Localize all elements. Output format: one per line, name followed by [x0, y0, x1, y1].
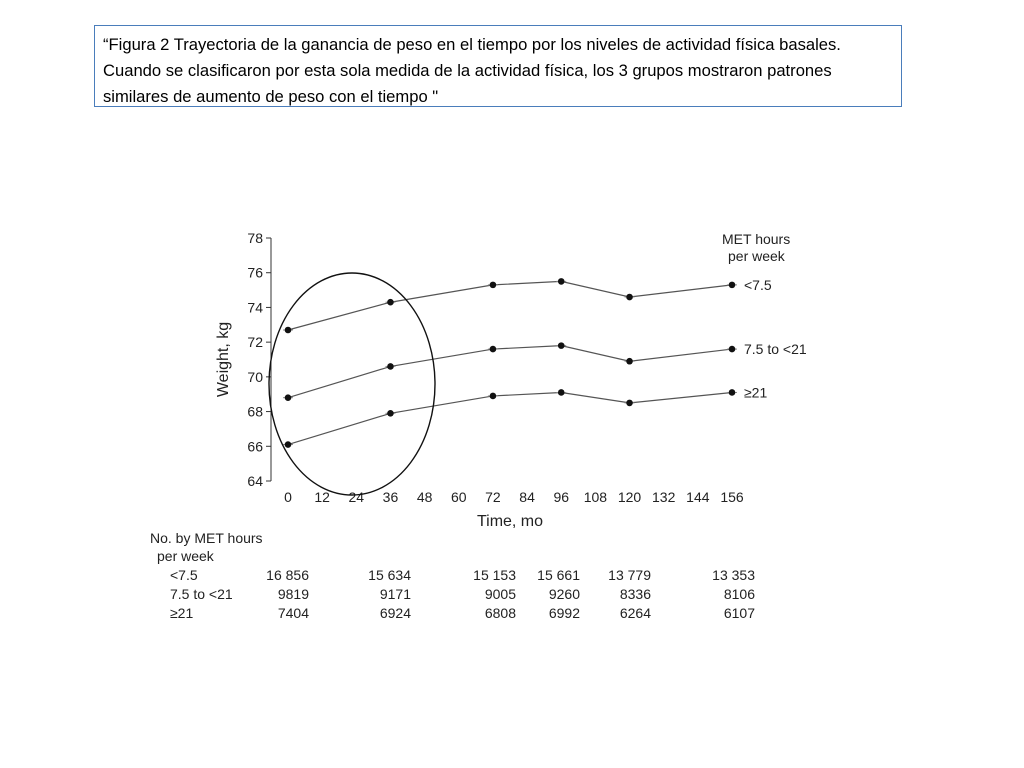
counts-cell: 6924 — [379, 605, 411, 621]
x-tick-label: 0 — [284, 489, 292, 505]
data-point — [626, 400, 633, 407]
y-tick-label: 78 — [247, 230, 263, 246]
counts-cell: 8106 — [723, 586, 755, 602]
x-axis-title: Time, mo — [476, 513, 544, 530]
counts-row-label: ≥21 — [170, 605, 194, 621]
data-point — [285, 394, 292, 401]
counts-cell: 6264 — [619, 605, 651, 621]
highlight-circle — [269, 273, 435, 495]
counts-cell: 13 779 — [608, 567, 651, 583]
counts-cell: 9171 — [379, 586, 411, 602]
chart-legend — [722, 231, 807, 400]
legend-title: per week — [728, 248, 785, 264]
data-point — [729, 346, 736, 353]
counts-cell: 16 856 — [266, 567, 309, 583]
counts-cell: 7404 — [277, 605, 309, 621]
legend-entry: 7.5 to <21 — [744, 341, 807, 358]
counts-cell: 13 353 — [712, 567, 755, 583]
counts-table-title: per week — [157, 548, 214, 564]
data-point — [729, 389, 736, 396]
y-axis-title: Weight, kg — [215, 321, 232, 398]
series-line-2 — [288, 392, 732, 444]
legend-entry: ≥21 — [744, 384, 768, 401]
series-line-0 — [288, 281, 732, 330]
counts-cell: 6992 — [548, 605, 580, 621]
data-point — [729, 282, 736, 289]
counts-table-title: No. by MET hours — [150, 530, 263, 546]
x-tick-label: 96 — [553, 489, 570, 505]
counts-cell: 15 661 — [537, 567, 580, 583]
counts-row-label: <7.5 — [170, 567, 198, 583]
data-point — [387, 299, 394, 306]
x-tick-label: 60 — [450, 489, 467, 505]
x-tick-label: 108 — [583, 489, 608, 505]
x-tick-label: 48 — [416, 489, 433, 505]
chart-series — [283, 278, 737, 448]
counts-cell: 9005 — [484, 586, 516, 602]
counts-cell: 9260 — [548, 586, 580, 602]
legend-entry: <7.5 — [744, 276, 772, 293]
data-point — [626, 294, 633, 301]
x-tick-label: 72 — [485, 489, 501, 505]
counts-cell: 15 153 — [473, 567, 516, 583]
chart-annotation — [269, 273, 435, 495]
x-tick-label: 132 — [652, 489, 676, 505]
x-tick-label: 144 — [686, 489, 710, 505]
counts-cell: 6808 — [484, 605, 516, 621]
x-tick-label: 12 — [314, 489, 330, 505]
x-tick-label: 120 — [617, 489, 642, 505]
data-point — [626, 358, 633, 365]
data-point — [558, 342, 565, 349]
data-point — [387, 410, 394, 417]
data-point — [558, 389, 565, 396]
data-point — [387, 363, 394, 370]
x-tick-label: 24 — [348, 489, 365, 505]
x-tick-label: 36 — [382, 489, 399, 505]
data-point — [490, 282, 497, 289]
counts-cell: 6107 — [723, 605, 755, 621]
figure-caption: “Figura 2 Trayectoria de la ganancia de peso en el tiempo por los niveles de actividad física basales. Cuando se clasificaron por esta sola medida de la actividad física, los 3 grupos mostraron patrones similares de aumento de peso con el tiempo " — [94, 25, 902, 107]
counts-cell: 8336 — [619, 586, 651, 602]
data-point — [490, 346, 497, 353]
y-tick-label: 76 — [247, 264, 263, 281]
data-point — [490, 393, 497, 400]
data-point — [558, 278, 565, 285]
y-tick-label: 72 — [247, 334, 263, 351]
chart-axes — [215, 230, 744, 530]
y-tick-label: 70 — [247, 368, 263, 385]
legend-title: MET hours — [722, 231, 791, 247]
counts-cell: 15 634 — [368, 567, 411, 583]
x-tick-label: 84 — [519, 489, 535, 505]
data-point — [285, 441, 292, 448]
counts-table — [150, 530, 755, 621]
counts-row-label: 7.5 to <21 — [170, 586, 233, 602]
series-line-1 — [288, 346, 732, 398]
y-tick-label: 74 — [247, 299, 263, 316]
y-tick-label: 66 — [247, 438, 263, 455]
y-tick-label: 68 — [247, 403, 263, 420]
data-point — [285, 327, 292, 334]
x-tick-label: 156 — [720, 489, 744, 505]
y-tick-label: 64 — [247, 473, 263, 489]
counts-cell: 9819 — [277, 586, 309, 602]
